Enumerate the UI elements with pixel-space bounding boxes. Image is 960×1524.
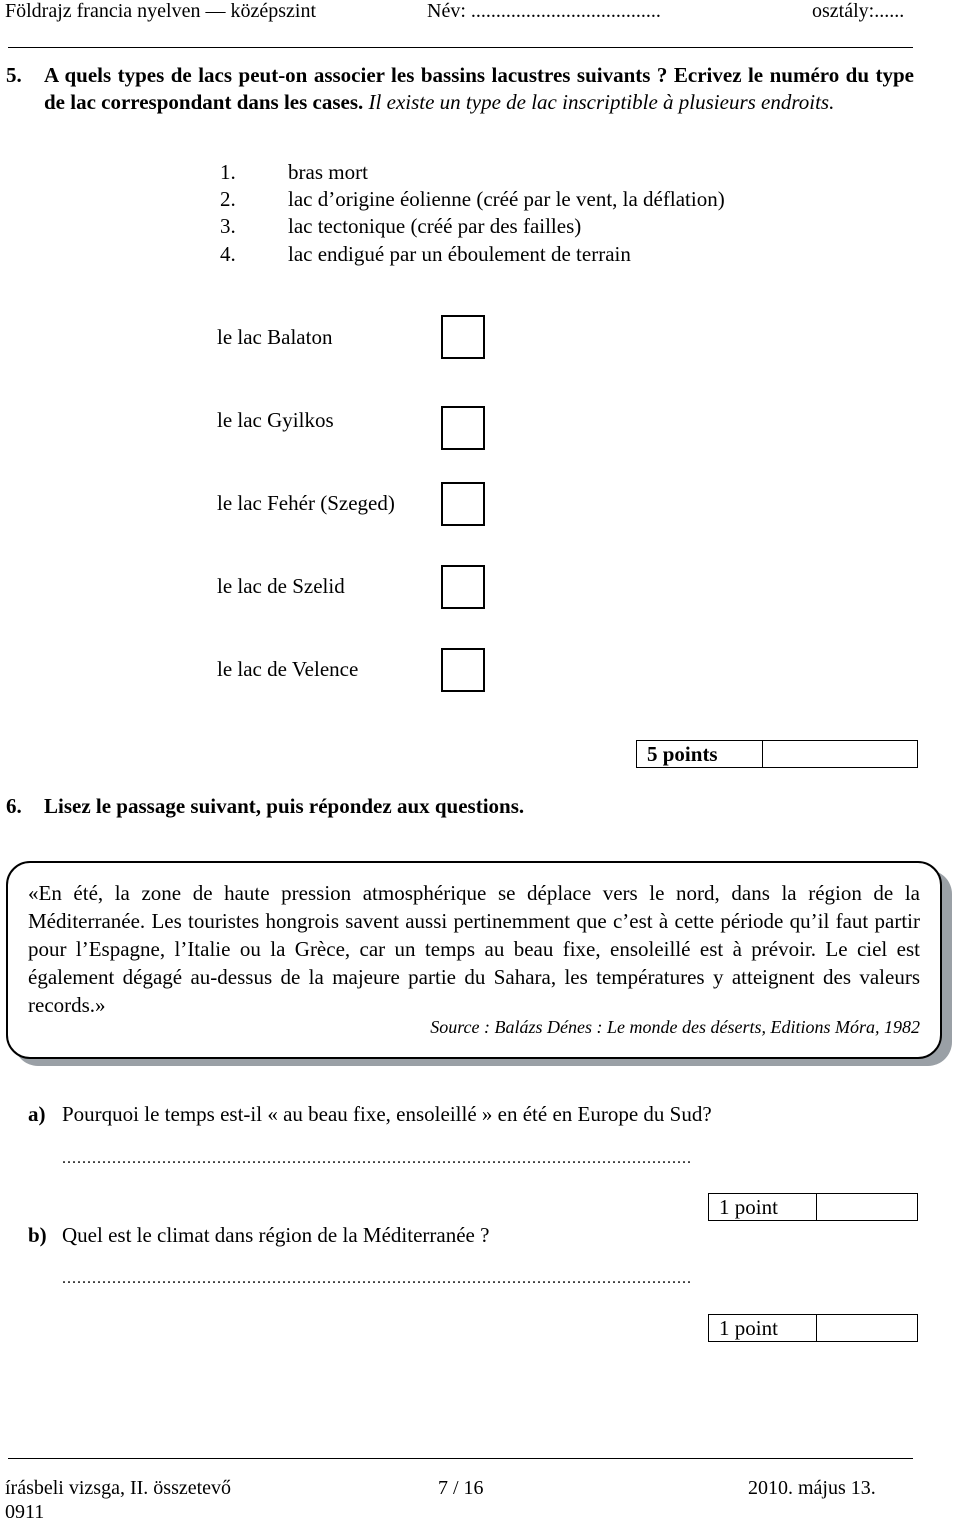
option-number: 1. <box>220 160 236 184</box>
option-number: 2. <box>220 187 236 211</box>
score-field[interactable] <box>817 1315 917 1341</box>
answer-line-a[interactable]: .............................................................................................................................. <box>62 1150 692 1167</box>
question-b-text: Quel est le climat dans région de la Méditerranée ? <box>62 1223 490 1247</box>
score-box-q5 <box>636 740 918 768</box>
question-6-prompt: Lisez le passage suivant, puis répondez aux questions. <box>44 794 525 818</box>
question-a-text: Pourquoi le temps est-il « au beau fixe, ensoleillé » en été en Europe du Sud? <box>62 1102 712 1126</box>
answer-box-gyilkos[interactable] <box>441 406 485 450</box>
question-5-note: Il existe un type de lac inscriptible à plusieurs endroits. <box>368 90 835 114</box>
score-label: 1 point <box>709 1194 817 1220</box>
header-class-field: osztály:...... <box>812 0 905 22</box>
footer-code: 0911 <box>5 1501 45 1523</box>
lake-label-feher: le lac Fehér (Szeged) <box>217 491 395 515</box>
option-text: bras mort <box>288 160 368 184</box>
footer-rule <box>8 1458 913 1459</box>
score-box-a <box>708 1193 918 1221</box>
page-number: 7 / 16 <box>438 1477 484 1499</box>
answer-box-velence[interactable] <box>441 648 485 692</box>
header-name-field: Név: ...................................... <box>427 0 661 22</box>
question-5 <box>6 62 914 116</box>
lake-label-gyilkos: le lac Gyilkos <box>217 408 334 432</box>
score-box-b <box>708 1314 918 1342</box>
question-b-label: b) <box>28 1223 47 1247</box>
footer-date: 2010. május 13. <box>748 1477 876 1499</box>
question-6-number: 6. <box>6 794 22 818</box>
answer-box-szelid[interactable] <box>441 565 485 609</box>
footer-exam: írásbeli vizsga, II. összetevő <box>5 1477 232 1499</box>
question-5-prompt: A quels types de lacs peut-on associer les bassins lacustres suivants ? Ecrivez le numéro du type de lac correspondant dans les cases. <box>44 63 914 114</box>
answer-box-feher[interactable] <box>441 482 485 526</box>
option-text: lac d’origine éolienne (créé par le vent, la déflation) <box>288 187 725 211</box>
answer-box-balaton[interactable] <box>441 315 485 359</box>
score-label: 1 point <box>709 1315 817 1341</box>
question-a-label: a) <box>28 1102 46 1126</box>
header-subject: Földrajz francia nyelven — középszint <box>5 0 316 22</box>
option-number: 4. <box>220 242 236 266</box>
answer-line-b[interactable]: .............................................................................................................................. <box>62 1270 692 1287</box>
question-5-number: 5. <box>6 63 22 87</box>
lake-label-velence: le lac de Velence <box>217 657 359 681</box>
header-rule <box>8 47 913 48</box>
passage-source: Source : Balázs Dénes : Le monde des déserts, Editions Móra, 1982 <box>430 1017 920 1037</box>
score-label: 5 points <box>637 741 763 767</box>
option-text: lac endigué par un éboulement de terrain <box>288 242 631 266</box>
passage-text: «En été, la zone de haute pression atmosphérique se déplace vers le nord, dans la région de la Méditerranée. Les touristes hongrois savent aussi pertinemment que c’est à cette période qu’il faut partir pour l’Espagne, l’Italie ou la Grèce, car un temps au beau fixe, ensoleillé est à prévoir. Le ciel est également dégagé au-dessus de la majeure partie du Sahara, les températures y atteignent des valeurs records.» <box>28 881 920 1017</box>
score-field[interactable] <box>763 741 917 767</box>
lake-label-szelid: le lac de Szelid <box>217 574 345 598</box>
score-field[interactable] <box>817 1194 917 1220</box>
option-number: 3. <box>220 214 236 238</box>
option-text: lac tectonique (créé par des failles) <box>288 214 582 238</box>
lake-label-balaton: le lac Balaton <box>217 325 333 349</box>
